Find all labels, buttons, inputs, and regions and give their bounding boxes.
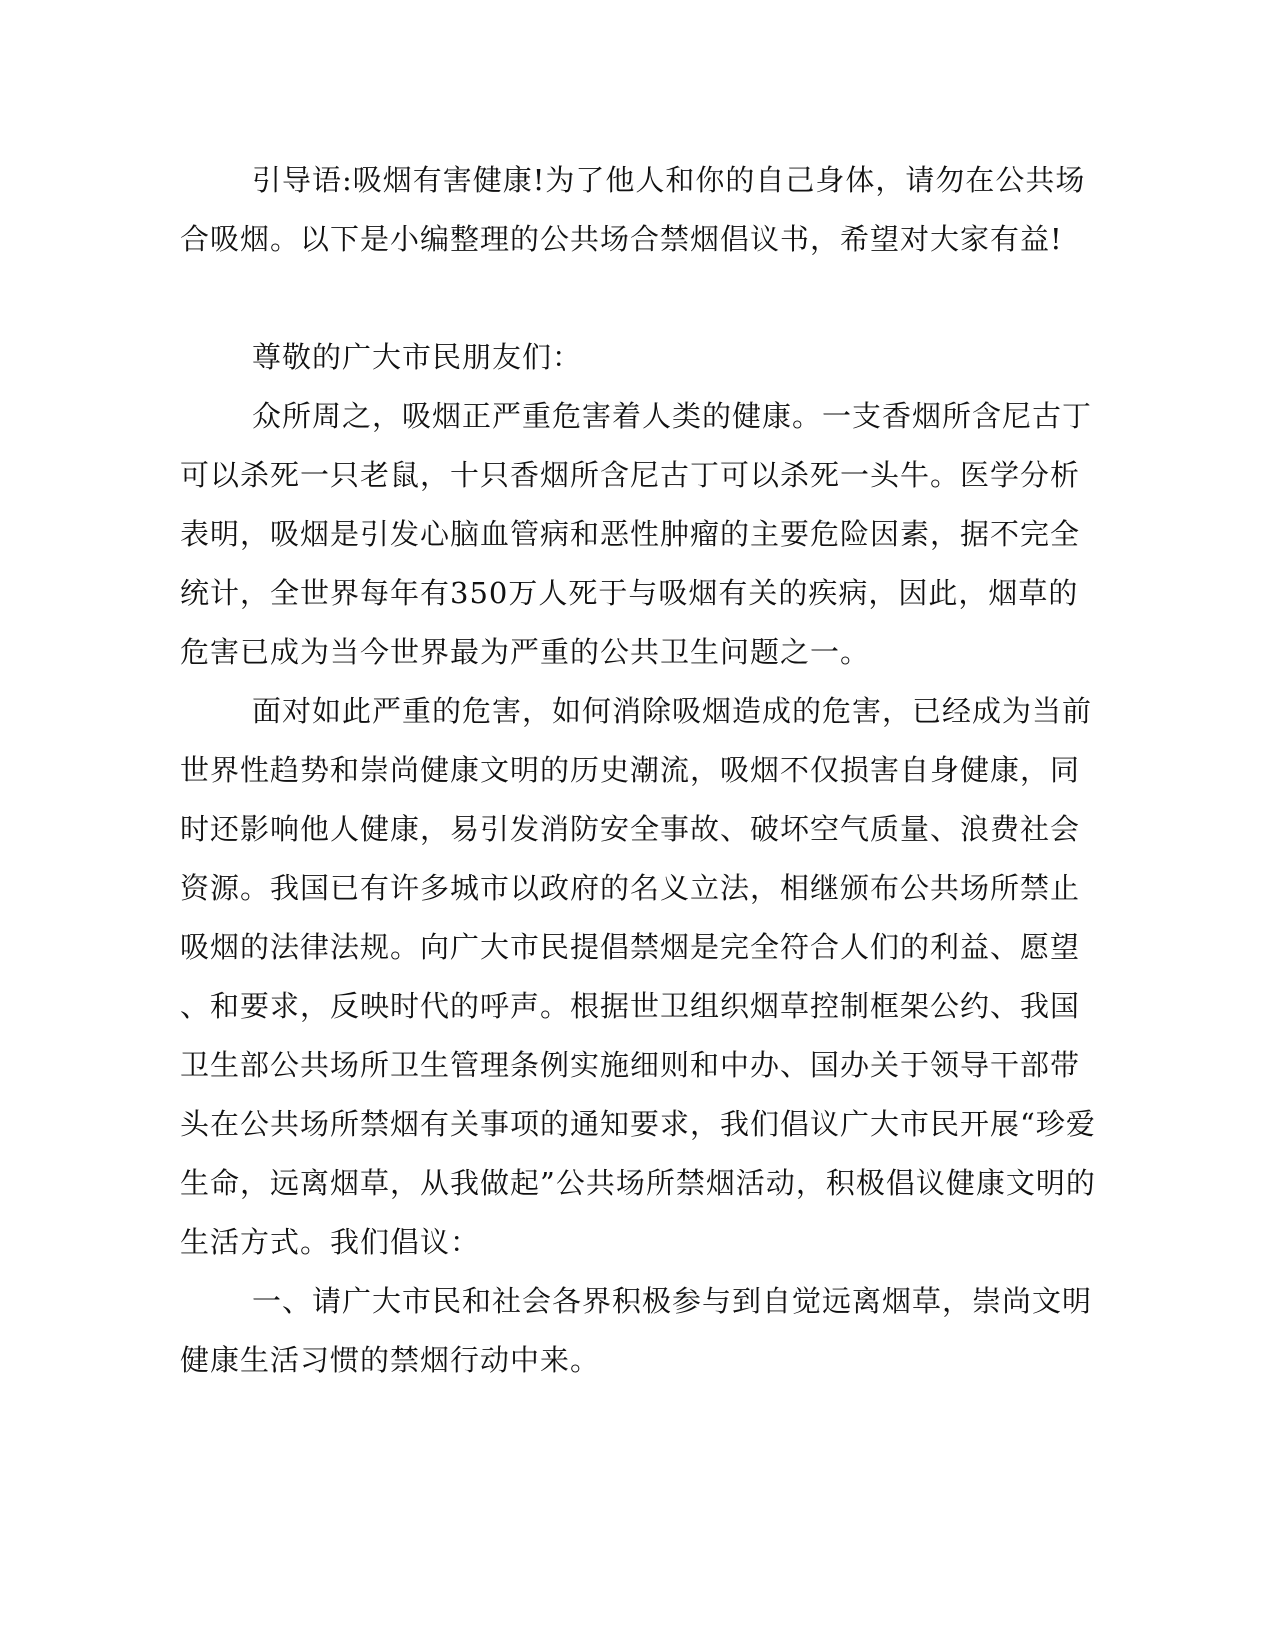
paragraph2-line-7: 卫生部公共场所卫生管理条例实施细则和中办、国办关于领导干部带 (180, 1048, 1081, 1082)
paragraph2-line-10: 生活方式。我们倡议： (180, 1225, 481, 1259)
salutation: 尊敬的广大市民朋友们： (252, 340, 583, 374)
intro-line-1: 引导语:吸烟有害健康!为了他人和你的自己身体，请勿在公共场 (252, 163, 1086, 197)
paragraph2-line-8: 头在公共场所禁烟有关事项的通知要求，我们倡议广大市民开展“珍爱 (180, 1107, 1096, 1141)
paragraph1-line-3: 表明，吸烟是引发心脑血管病和恶性肿瘤的主要危险因素，据不完全 (180, 517, 1081, 551)
paragraph2-line-5: 吸烟的法律法规。向广大市民提倡禁烟是完全符合人们的利益、愿望 (180, 930, 1081, 964)
paragraph1-line-4: 统计，全世界每年有350万人死于与吸烟有关的疾病，因此，烟草的 (180, 576, 1079, 610)
paragraph1-line-2: 可以杀死一只老鼠，十只香烟所含尼古丁可以杀死一头牛。医学分析 (180, 458, 1081, 492)
paragraph2-line-9: 生命，远离烟草，从我做起”公共场所禁烟活动，积极倡议健康文明的 (180, 1166, 1096, 1200)
paragraph2-line-2: 世界性趋势和崇尚健康文明的历史潮流，吸烟不仅损害自身健康，同 (180, 753, 1081, 787)
paragraph2-line-6: 、和要求，反映时代的呼声。根据世卫组织烟草控制框架公约、我国 (180, 989, 1081, 1023)
paragraph2-line-1: 面对如此严重的危害，如何消除吸烟造成的危害，已经成为当前 (252, 694, 1093, 728)
paragraph1-line-1: 众所周之，吸烟正严重危害着人类的健康。一支香烟所含尼古丁 (252, 399, 1093, 433)
paragraph2-line-3: 时还影响他人健康，易引发消防安全事故、破坏空气质量、浪费社会 (180, 812, 1081, 846)
document-page (180, 0, 1096, 1650)
paragraph3-line-2: 健康生活习惯的禁烟行动中来。 (180, 1343, 601, 1377)
paragraph1-line-5: 危害已成为当今世界最为严重的公共卫生问题之一。 (180, 635, 871, 669)
paragraph2-line-4: 资源。我国已有许多城市以政府的名义立法，相继颁布公共场所禁止 (180, 871, 1081, 905)
paragraph3-line-1: 一、请广大市民和社会各界积极参与到自觉远离烟草，崇尚文明 (252, 1284, 1093, 1318)
intro-line-2: 合吸烟。以下是小编整理的公共场合禁烟倡议书，希望对大家有益! (180, 222, 1063, 256)
